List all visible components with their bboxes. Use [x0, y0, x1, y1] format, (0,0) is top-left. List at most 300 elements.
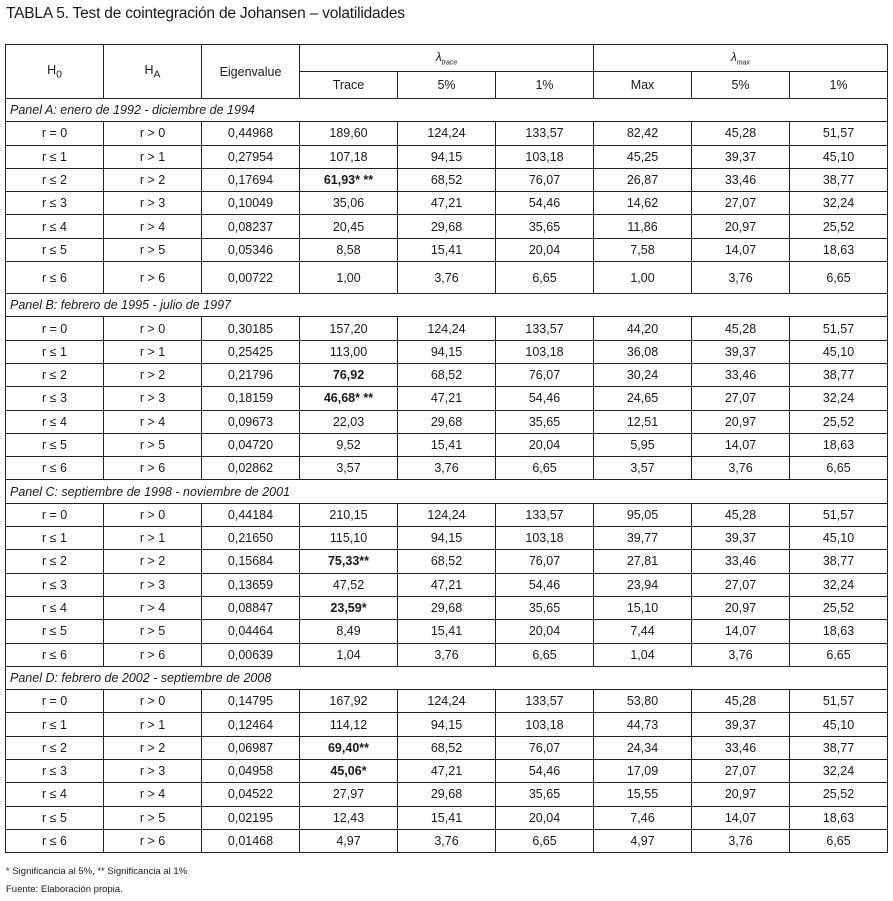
cell-max-1pct: 6,65 — [790, 643, 888, 666]
cell-eigenvalue: 0,04522 — [202, 783, 300, 806]
cell-trace: 35,06 — [300, 192, 398, 215]
cell-max-5pct: 14,07 — [692, 806, 790, 829]
table-row — [6, 596, 888, 619]
cell-trace-5pct: 3,76 — [398, 643, 496, 666]
cell-trace-5pct: 29,68 — [398, 596, 496, 619]
ha-label: H — [144, 62, 154, 77]
cell-max-1pct: 18,63 — [790, 433, 888, 456]
cell-trace: 47,52 — [300, 573, 398, 596]
johansen-table — [5, 44, 888, 853]
table-row — [6, 760, 888, 783]
cell-h0: r ≤ 6 — [6, 262, 104, 294]
cell-eigenvalue: 0,13659 — [202, 573, 300, 596]
cell-max-5pct: 20,97 — [692, 596, 790, 619]
cell-trace-5pct: 47,21 — [398, 192, 496, 215]
cell-trace-1pct: 103,18 — [496, 713, 594, 736]
cell-trace: 167,92 — [300, 690, 398, 713]
cell-h0: r ≤ 3 — [6, 192, 104, 215]
cell-max-5pct: 33,46 — [692, 736, 790, 759]
cell-trace-1pct: 133,57 — [496, 690, 594, 713]
panel-header-row — [6, 480, 888, 503]
cell-trace-5pct: 124,24 — [398, 317, 496, 340]
cell-max: 11,86 — [594, 215, 692, 238]
cell-trace-5pct: 47,21 — [398, 573, 496, 596]
cell-max-1pct: 51,57 — [790, 317, 888, 340]
cell-max: 53,80 — [594, 690, 692, 713]
cell-trace-1pct: 76,07 — [496, 168, 594, 191]
cell-h0: r ≤ 2 — [6, 736, 104, 759]
cell-h0: r ≤ 5 — [6, 620, 104, 643]
cell-eigenvalue: 0,05346 — [202, 238, 300, 261]
cell-max: 4,97 — [594, 829, 692, 852]
cell-trace-1pct: 20,04 — [496, 806, 594, 829]
cell-eigenvalue: 0,08847 — [202, 596, 300, 619]
cell-trace: 76,92 — [300, 363, 398, 386]
cell-ha: r > 5 — [104, 620, 202, 643]
cell-trace-5pct: 15,41 — [398, 620, 496, 643]
cell-h0: r ≤ 4 — [6, 596, 104, 619]
significance-note: * Significancia al 5%, ** Significancia al 1% — [6, 866, 188, 877]
cell-trace-1pct: 20,04 — [496, 620, 594, 643]
h0-label: H — [47, 62, 57, 77]
cell-trace: 1,04 — [300, 643, 398, 666]
cell-trace: 22,03 — [300, 410, 398, 433]
cell-trace-5pct: 124,24 — [398, 503, 496, 526]
cell-max: 36,08 — [594, 340, 692, 363]
cell-trace: 1,00 — [300, 262, 398, 294]
source-note: Fuente: Elaboración propia. — [6, 884, 123, 895]
cell-h0: r ≤ 5 — [6, 806, 104, 829]
cell-max-1pct: 45,10 — [790, 713, 888, 736]
cell-max-1pct: 38,77 — [790, 363, 888, 386]
cell-eigenvalue: 0,27954 — [202, 145, 300, 168]
cell-ha: r > 5 — [104, 433, 202, 456]
cell-trace-5pct: 15,41 — [398, 806, 496, 829]
cell-max-5pct: 27,07 — [692, 760, 790, 783]
cell-max-1pct: 25,52 — [790, 596, 888, 619]
cell-eigenvalue: 0,17694 — [202, 168, 300, 191]
cell-eigenvalue: 0,44968 — [202, 122, 300, 145]
cell-trace-5pct: 15,41 — [398, 238, 496, 261]
table-row — [6, 363, 888, 386]
table-row — [6, 168, 888, 191]
cell-max-1pct: 38,77 — [790, 550, 888, 573]
cell-ha: r > 1 — [104, 145, 202, 168]
cell-max-5pct: 14,07 — [692, 238, 790, 261]
cell-eigenvalue: 0,04464 — [202, 620, 300, 643]
table-row — [6, 527, 888, 550]
cell-trace-5pct: 124,24 — [398, 690, 496, 713]
cell-ha: r > 1 — [104, 527, 202, 550]
header-max: Max — [594, 72, 692, 99]
cell-trace: 157,20 — [300, 317, 398, 340]
cell-trace: 61,93* ** — [300, 168, 398, 191]
cell-max: 5,95 — [594, 433, 692, 456]
cell-max-1pct: 45,10 — [790, 145, 888, 168]
cell-ha: r > 1 — [104, 340, 202, 363]
cell-max-5pct: 14,07 — [692, 433, 790, 456]
table-row — [6, 410, 888, 433]
cell-trace: 8,49 — [300, 620, 398, 643]
cell-ha: r > 5 — [104, 238, 202, 261]
cell-trace-5pct: 3,76 — [398, 829, 496, 852]
cell-trace-5pct: 68,52 — [398, 736, 496, 759]
cell-max-1pct: 18,63 — [790, 806, 888, 829]
cell-max-1pct: 51,57 — [790, 690, 888, 713]
cell-h0: r ≤ 1 — [6, 527, 104, 550]
cell-max-5pct: 45,28 — [692, 317, 790, 340]
cell-trace-1pct: 133,57 — [496, 317, 594, 340]
panel-label: Panel C: septiembre de 1998 - noviembre de 2001 — [6, 480, 888, 503]
table-row — [6, 192, 888, 215]
cell-ha: r > 1 — [104, 713, 202, 736]
cell-max-5pct: 39,37 — [692, 145, 790, 168]
table-row — [6, 122, 888, 145]
header-max-5pct: 5% — [692, 72, 790, 99]
cell-max-1pct: 6,65 — [790, 829, 888, 852]
cell-max-5pct: 39,37 — [692, 713, 790, 736]
cell-trace-1pct: 54,46 — [496, 573, 594, 596]
cell-trace-1pct: 54,46 — [496, 760, 594, 783]
panel-label: Panel A: enero de 1992 - diciembre de 1994 — [6, 99, 888, 122]
table-row — [6, 806, 888, 829]
cell-trace-1pct: 6,65 — [496, 457, 594, 480]
cell-max-5pct: 45,28 — [692, 503, 790, 526]
cell-max: 3,57 — [594, 457, 692, 480]
cell-ha: r > 4 — [104, 410, 202, 433]
cell-trace-1pct: 20,04 — [496, 238, 594, 261]
cell-h0: r = 0 — [6, 122, 104, 145]
cell-max-1pct: 6,65 — [790, 262, 888, 294]
cell-trace-5pct: 47,21 — [398, 760, 496, 783]
cell-max-1pct: 32,24 — [790, 192, 888, 215]
cell-eigenvalue: 0,01468 — [202, 829, 300, 852]
cell-max: 24,34 — [594, 736, 692, 759]
cell-ha: r > 3 — [104, 760, 202, 783]
header-max-1pct: 1% — [790, 72, 888, 99]
h0-sub: 0 — [56, 69, 62, 81]
cell-trace-5pct: 68,52 — [398, 363, 496, 386]
cell-trace: 69,40** — [300, 736, 398, 759]
cell-trace-1pct: 35,65 — [496, 596, 594, 619]
cell-ha: r > 0 — [104, 503, 202, 526]
cell-eigenvalue: 0,12464 — [202, 713, 300, 736]
cell-h0: r ≤ 5 — [6, 433, 104, 456]
cell-eigenvalue: 0,14795 — [202, 690, 300, 713]
table-row — [6, 573, 888, 596]
table-row — [6, 387, 888, 410]
cell-max: 23,94 — [594, 573, 692, 596]
cell-trace: 210,15 — [300, 503, 398, 526]
cell-max: 1,04 — [594, 643, 692, 666]
cell-ha: r > 4 — [104, 783, 202, 806]
table-row — [6, 340, 888, 363]
cell-ha: r > 2 — [104, 363, 202, 386]
cell-h0: r = 0 — [6, 690, 104, 713]
cell-trace: 115,10 — [300, 527, 398, 550]
cell-trace-5pct: 68,52 — [398, 550, 496, 573]
cell-ha: r > 0 — [104, 317, 202, 340]
cell-h0: r ≤ 1 — [6, 145, 104, 168]
table-row — [6, 238, 888, 261]
cell-max: 14,62 — [594, 192, 692, 215]
cell-eigenvalue: 0,21796 — [202, 363, 300, 386]
cell-trace-1pct: 54,46 — [496, 192, 594, 215]
table-row — [6, 433, 888, 456]
lambda-symbol: λ — [435, 49, 442, 64]
table-row — [6, 503, 888, 526]
cell-max-5pct: 39,37 — [692, 340, 790, 363]
cell-ha: r > 5 — [104, 806, 202, 829]
cell-max-5pct: 3,76 — [692, 829, 790, 852]
cell-trace: 189,60 — [300, 122, 398, 145]
cell-h0: r ≤ 3 — [6, 760, 104, 783]
cell-trace: 114,12 — [300, 713, 398, 736]
cell-max-1pct: 25,52 — [790, 410, 888, 433]
lambda-trace-sub: trace — [441, 59, 458, 67]
cell-h0: r ≤ 1 — [6, 713, 104, 736]
header-eigenvalue: Eigenvalue — [202, 45, 300, 99]
cell-max-5pct: 20,97 — [692, 215, 790, 238]
cell-h0: r = 0 — [6, 317, 104, 340]
cell-max-1pct: 18,63 — [790, 238, 888, 261]
cell-eigenvalue: 0,30185 — [202, 317, 300, 340]
cell-trace: 8,58 — [300, 238, 398, 261]
cell-max-1pct: 45,10 — [790, 340, 888, 363]
table-row — [6, 317, 888, 340]
cell-max-1pct: 32,24 — [790, 760, 888, 783]
cell-max-5pct: 20,97 — [692, 410, 790, 433]
table-row — [6, 643, 888, 666]
cell-ha: r > 3 — [104, 573, 202, 596]
cell-max: 24,65 — [594, 387, 692, 410]
cell-h0: r ≤ 4 — [6, 410, 104, 433]
cell-trace-1pct: 20,04 — [496, 433, 594, 456]
table-row — [6, 736, 888, 759]
cell-eigenvalue: 0,00639 — [202, 643, 300, 666]
cell-trace: 20,45 — [300, 215, 398, 238]
cell-max: 7,44 — [594, 620, 692, 643]
cell-ha: r > 6 — [104, 262, 202, 294]
header-h0 — [6, 45, 104, 99]
panel-header-row — [6, 666, 888, 689]
cell-trace-5pct: 15,41 — [398, 433, 496, 456]
table-row — [6, 145, 888, 168]
cell-trace-5pct: 68,52 — [398, 168, 496, 191]
cell-max-1pct: 51,57 — [790, 122, 888, 145]
cell-eigenvalue: 0,15684 — [202, 550, 300, 573]
cell-max-1pct: 6,65 — [790, 457, 888, 480]
cell-eigenvalue: 0,02195 — [202, 806, 300, 829]
panel-label: Panel B: febrero de 1995 - julio de 1997 — [6, 294, 888, 317]
cell-trace-1pct: 35,65 — [496, 215, 594, 238]
cell-trace: 4,97 — [300, 829, 398, 852]
cell-max-5pct: 14,07 — [692, 620, 790, 643]
cell-ha: r > 6 — [104, 643, 202, 666]
cell-eigenvalue: 0,25425 — [202, 340, 300, 363]
cell-trace: 107,18 — [300, 145, 398, 168]
cell-max-5pct: 3,76 — [692, 457, 790, 480]
cell-h0: r ≤ 5 — [6, 238, 104, 261]
lambda-symbol: λ — [730, 49, 737, 64]
cell-max: 82,42 — [594, 122, 692, 145]
cell-max-5pct: 3,76 — [692, 643, 790, 666]
cell-trace: 113,00 — [300, 340, 398, 363]
cell-eigenvalue: 0,09673 — [202, 410, 300, 433]
table-row — [6, 690, 888, 713]
cell-trace: 75,33** — [300, 550, 398, 573]
cell-max-1pct: 38,77 — [790, 168, 888, 191]
cell-max-5pct: 3,76 — [692, 262, 790, 294]
cell-trace-5pct: 29,68 — [398, 783, 496, 806]
cell-trace: 12,43 — [300, 806, 398, 829]
cell-ha: r > 3 — [104, 387, 202, 410]
cell-trace: 23,59* — [300, 596, 398, 619]
cell-trace-1pct: 76,07 — [496, 550, 594, 573]
table-row — [6, 457, 888, 480]
cell-max-1pct: 32,24 — [790, 573, 888, 596]
cell-max-1pct: 25,52 — [790, 215, 888, 238]
cell-trace-5pct: 94,15 — [398, 340, 496, 363]
cell-max-5pct: 45,28 — [692, 122, 790, 145]
cell-max: 44,20 — [594, 317, 692, 340]
cell-max: 7,46 — [594, 806, 692, 829]
cell-max-5pct: 27,07 — [692, 573, 790, 596]
panel-header-row — [6, 294, 888, 317]
header-trace-1pct: 1% — [496, 72, 594, 99]
cell-trace: 27,97 — [300, 783, 398, 806]
cell-trace-1pct: 103,18 — [496, 145, 594, 168]
cell-eigenvalue: 0,18159 — [202, 387, 300, 410]
header-ha — [104, 45, 202, 99]
cell-max-1pct: 51,57 — [790, 503, 888, 526]
cell-trace-5pct: 3,76 — [398, 262, 496, 294]
table-row — [6, 262, 888, 294]
table-row — [6, 620, 888, 643]
cell-h0: r ≤ 4 — [6, 783, 104, 806]
cell-ha: r > 6 — [104, 829, 202, 852]
cell-max-5pct: 33,46 — [692, 168, 790, 191]
cell-h0: r = 0 — [6, 503, 104, 526]
cell-trace-1pct: 6,65 — [496, 829, 594, 852]
cell-ha: r > 6 — [104, 457, 202, 480]
cell-trace-1pct: 133,57 — [496, 122, 594, 145]
table-row — [6, 550, 888, 573]
cell-max-1pct: 38,77 — [790, 736, 888, 759]
cell-max: 7,58 — [594, 238, 692, 261]
cell-max-5pct: 20,97 — [692, 783, 790, 806]
cell-eigenvalue: 0,06987 — [202, 736, 300, 759]
cell-max-5pct: 27,07 — [692, 387, 790, 410]
cell-max: 44,73 — [594, 713, 692, 736]
cell-max: 39,77 — [594, 527, 692, 550]
cell-eigenvalue: 0,21650 — [202, 527, 300, 550]
header-lambda-trace — [300, 45, 594, 72]
cell-max-1pct: 25,52 — [790, 783, 888, 806]
cell-ha: r > 2 — [104, 736, 202, 759]
cell-h0: r ≤ 6 — [6, 457, 104, 480]
table-title: TABLA 5. Test de cointegración de Johansen – volatilidades — [6, 5, 405, 22]
cell-trace-1pct: 6,65 — [496, 643, 594, 666]
cell-trace-1pct: 103,18 — [496, 340, 594, 363]
cell-eigenvalue: 0,00722 — [202, 262, 300, 294]
cell-h0: r ≤ 3 — [6, 387, 104, 410]
cell-max-1pct: 32,24 — [790, 387, 888, 410]
cell-h0: r ≤ 2 — [6, 550, 104, 573]
cell-max: 45,25 — [594, 145, 692, 168]
cell-trace-1pct: 54,46 — [496, 387, 594, 410]
cell-h0: r ≤ 6 — [6, 829, 104, 852]
cell-max: 27,81 — [594, 550, 692, 573]
cell-h0: r ≤ 4 — [6, 215, 104, 238]
cell-trace: 46,68* ** — [300, 387, 398, 410]
cell-trace-5pct: 94,15 — [398, 145, 496, 168]
table-row — [6, 829, 888, 852]
cell-h0: r ≤ 6 — [6, 643, 104, 666]
cell-max-1pct: 45,10 — [790, 527, 888, 550]
cell-ha: r > 4 — [104, 596, 202, 619]
ha-sub: A — [153, 69, 161, 81]
cell-ha: r > 0 — [104, 122, 202, 145]
header-trace-5pct: 5% — [398, 72, 496, 99]
cell-trace: 3,57 — [300, 457, 398, 480]
cell-h0: r ≤ 2 — [6, 363, 104, 386]
header-trace: Trace — [300, 72, 398, 99]
cell-max: 15,55 — [594, 783, 692, 806]
cell-ha: r > 2 — [104, 168, 202, 191]
cell-max-5pct: 45,28 — [692, 690, 790, 713]
cell-eigenvalue: 0,02862 — [202, 457, 300, 480]
cell-trace-5pct: 47,21 — [398, 387, 496, 410]
lambda-max-sub: max — [736, 59, 751, 67]
table-row — [6, 713, 888, 736]
cell-eigenvalue: 0,44184 — [202, 503, 300, 526]
cell-trace-5pct: 94,15 — [398, 713, 496, 736]
cell-h0: r ≤ 3 — [6, 573, 104, 596]
cell-ha: r > 4 — [104, 215, 202, 238]
cell-trace-1pct: 35,65 — [496, 783, 594, 806]
panel-header-row — [6, 99, 888, 122]
cell-trace-1pct: 133,57 — [496, 503, 594, 526]
cell-trace-5pct: 94,15 — [398, 527, 496, 550]
cell-max-5pct: 39,37 — [692, 527, 790, 550]
cell-eigenvalue: 0,04958 — [202, 760, 300, 783]
cell-max: 12,51 — [594, 410, 692, 433]
cell-trace-5pct: 124,24 — [398, 122, 496, 145]
cell-h0: r ≤ 2 — [6, 168, 104, 191]
cell-max: 30,24 — [594, 363, 692, 386]
cell-trace-5pct: 29,68 — [398, 215, 496, 238]
cell-max: 95,05 — [594, 503, 692, 526]
cell-eigenvalue: 0,04720 — [202, 433, 300, 456]
cell-max: 1,00 — [594, 262, 692, 294]
cell-trace-1pct: 76,07 — [496, 736, 594, 759]
cell-eigenvalue: 0,10049 — [202, 192, 300, 215]
cell-trace-1pct: 6,65 — [496, 262, 594, 294]
cell-trace-1pct: 103,18 — [496, 527, 594, 550]
panel-label: Panel D: febrero de 2002 - septiembre de 2008 — [6, 666, 888, 689]
cell-trace: 9,52 — [300, 433, 398, 456]
cell-max: 15,10 — [594, 596, 692, 619]
cell-trace-1pct: 35,65 — [496, 410, 594, 433]
cell-h0: r ≤ 1 — [6, 340, 104, 363]
cell-trace-5pct: 29,68 — [398, 410, 496, 433]
header-lambda-max — [594, 45, 888, 72]
cell-trace-5pct: 3,76 — [398, 457, 496, 480]
cell-eigenvalue: 0,08237 — [202, 215, 300, 238]
cell-max-5pct: 27,07 — [692, 192, 790, 215]
table-row — [6, 783, 888, 806]
